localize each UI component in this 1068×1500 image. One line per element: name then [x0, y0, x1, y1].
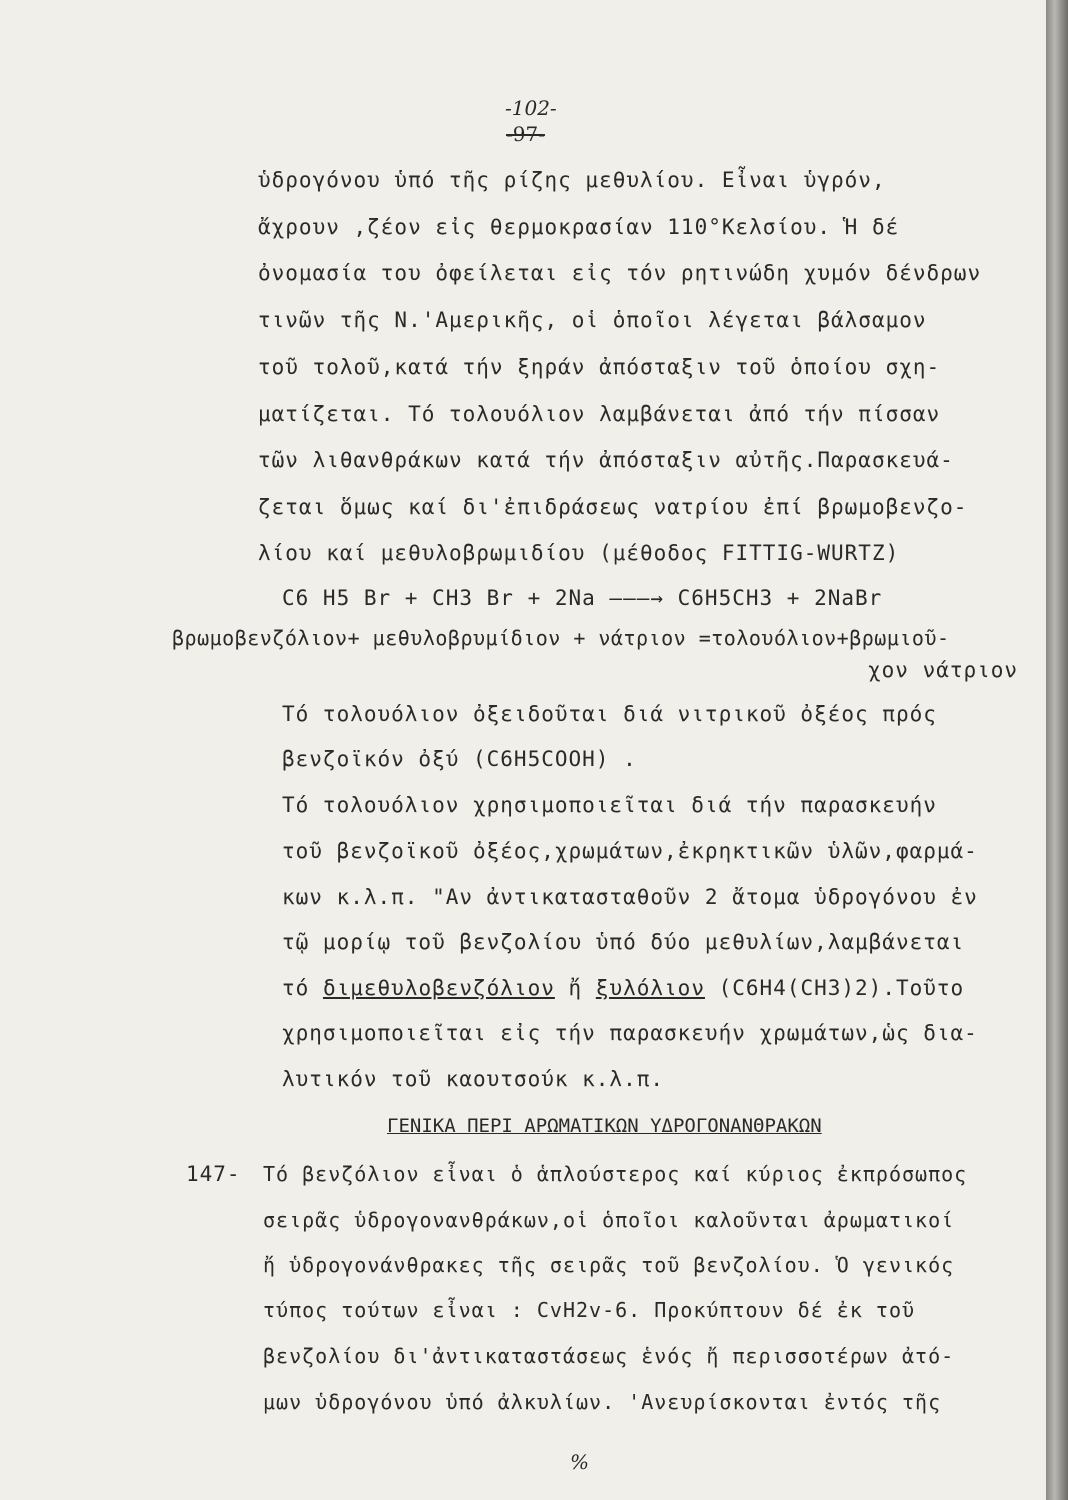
text-line: μων ὑδρογόνου ὑπό ἀλκυλίων. 'Ανευρίσκονται ἐντός τῆς: [263, 1390, 942, 1414]
text-line: σειρᾶς ὑδρογονανθράκων,οἱ ὁποῖοι καλοῦνται ἀρωματικοί: [263, 1208, 955, 1232]
xylene-pre: τό: [282, 976, 323, 1000]
text-line: ματίζεται. Τό τολουόλιον λαμβάνεται ἀπό τήν πίσσαν: [258, 402, 941, 426]
text-line: Τό τολουόλιον χρησιμοποιεῖται διά τήν παρασκευήν: [282, 793, 937, 817]
xylene-mid: ἤ: [554, 976, 596, 1000]
xylene-post: (C6H4(CH3)2).Τοῦτο: [704, 976, 965, 1000]
text-line: λίου καί μεθυλοβρωμιδίου (μέθοδος FITTIG-WURTZ): [258, 541, 900, 565]
paragraph-number: 147-: [186, 1162, 241, 1186]
text-line: χρησιμοποιεῖται εἰς τήν παρασκευήν χρωμάτων,ὡς δια-: [282, 1021, 978, 1045]
term-xylene: ξυλόλιον: [595, 976, 705, 1000]
text-line: Τό βενζόλιον εἶναι ὁ ἁπλούστερος καί κύριος ἐκπρόσωπος: [263, 1162, 968, 1186]
text-line: ὀνομασία του ὀφείλεται εἰς τόν ρητινώδη χυμόν δένδρων: [258, 261, 982, 285]
text-line: τῶν λιθανθράκων κατά τήν ἀπόσταξιν αὐτῆς.Παρασκευά-: [258, 448, 954, 472]
chemical-equation: C6 H5 Br + CH3 Br + 2Na ———→ C6H5CH3 + 2NaBr: [282, 586, 883, 610]
text-line: βενζοϊκόν ὀξύ (C6H5COOH) .: [282, 747, 637, 771]
footer-mark: %: [570, 1450, 590, 1474]
xylene-line: [282, 976, 964, 1000]
text-line: τοῦ τολοῦ,κατά τήν ξηράν ἀπόσταξιν τοῦ ὁποίου σχη-: [258, 355, 941, 379]
equation-words: βρωμοβενζόλιον+ μεθυλοβρυμίδιον + νάτριον =τολουόλιον+βρωμιοῦ-: [172, 626, 950, 650]
text-line: βενζολίου δι'ἀντικαταστάσεως ἑνός ἤ περισσοτέρων ἀτό-: [263, 1344, 955, 1368]
term-dimethylbenzene: διμεθυλοβενζόλιον: [322, 976, 555, 1000]
text-line: τοῦ βενζοϊκοῦ ὀξέος,χρωμάτων,ἐκρηκτικῶν ὑλῶν,φαρμά-: [282, 839, 978, 863]
equation-words-cont: χον νάτριον: [868, 658, 1019, 682]
text-line: ὑδρογόνου ὑπό τῆς ρίζης μεθυλίου. Εἶναι ὑγρόν,: [258, 168, 886, 192]
page-number: -102-: [505, 96, 557, 120]
text-line: Τό τολουόλιον ὀξειδοῦται διά νιτρικοῦ ὀξέος πρός: [282, 702, 937, 726]
page-edge: [1046, 0, 1068, 1500]
text-line: τινῶν τῆς Ν.'Αμερικῆς, οἱ ὁποῖοι λέγεται βάλσαμον: [258, 308, 927, 332]
old-page-number: -97-: [506, 122, 545, 146]
text-line: τύπος τούτων εἶναι : CvH2v-6. Προκύπτουν δέ ἐκ τοῦ: [263, 1298, 916, 1322]
text-line: κων κ.λ.π. "Αν ἀντικατασταθοῦν 2 ἄτομα ὑδρογόνου ἐν: [282, 885, 978, 909]
text-line: ἤ ὑδρογονάνθρακες τῆς σειρᾶς τοῦ βενζολίου. Ὁ γενικός: [263, 1253, 955, 1277]
text-line: λυτικόν τοῦ καουτσούκ κ.λ.π.: [282, 1067, 665, 1091]
text-line: τῷ μορίῳ τοῦ βενζολίου ὑπό δύο μεθυλίων,λαμβάνεται: [282, 930, 965, 954]
section-heading: ΓΕΝΙΚΑ ΠΕΡΙ ΑΡΩΜΑΤΙΚΩΝ ΥΔΡΟΓΟΝΑΝΘΡΑΚΩΝ: [387, 1115, 822, 1137]
text-line: ζεται ὅμως καί δι'ἐπιδράσεως νατρίου ἐπί βρωμοβενζο-: [258, 495, 968, 519]
text-line: ἄχρουν ,ζέον εἰς θερμοκρασίαν 110°Κελσίου. Ἡ δέ: [258, 215, 900, 239]
